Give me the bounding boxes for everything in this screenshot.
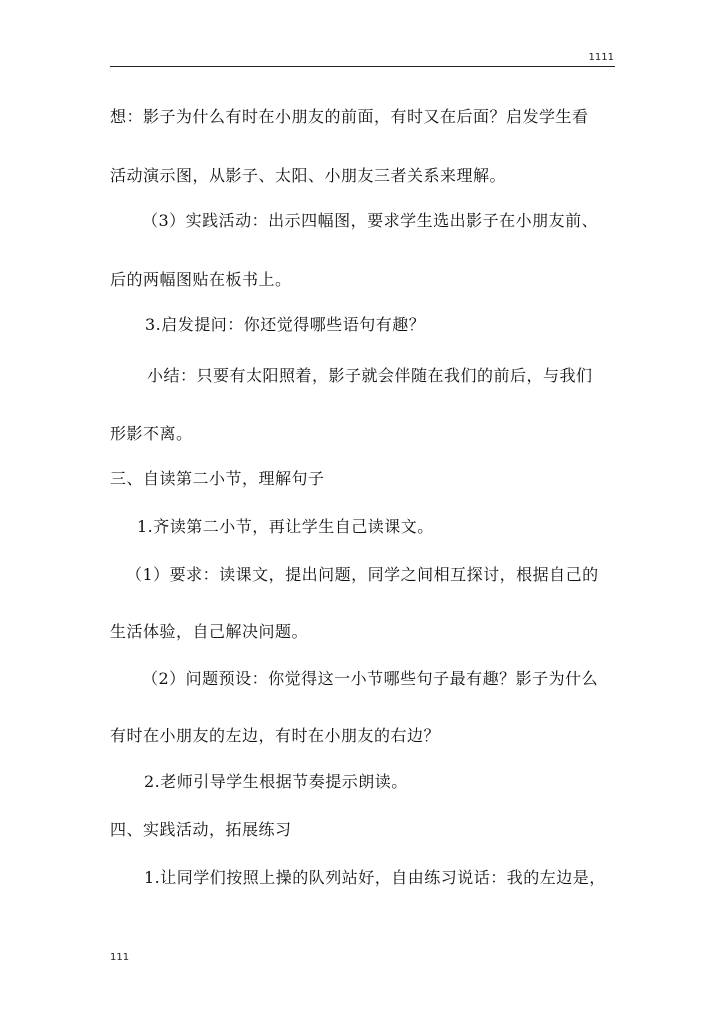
body-line-6: 小结：只要有太阳照着，影子就会伴随在我们的前后，与我们	[147, 366, 593, 385]
header-page-number: 1111	[588, 52, 614, 63]
body-line-2: 活动演示图，从影子、太阳、小朋友三者关系来理解。	[110, 166, 507, 185]
body-line-10: （1）要求：读课文，提出问题，同学之间相互探讨，根据自己的	[126, 565, 599, 584]
body-line-16: 1.让同学们按照上操的队列站好，自由练习说话：我的左边是，	[144, 868, 606, 887]
body-line-4: 后的两幅图贴在板书上。	[110, 270, 292, 289]
body-line-13: 有时在小朋友的左边，有时在小朋友的右边？	[110, 726, 441, 745]
body-line-3: （3）实践活动：出示四幅图，要求学生选出影子在小朋友前、	[142, 211, 599, 230]
body-line-9: 1.齐读第二小节，再让学生自己读课文。	[137, 517, 434, 536]
section-heading-3: 三、自读第二小节，理解句子	[110, 469, 325, 488]
body-line-1: 想：影子为什么有时在小朋友的前面，有时又在后面？启发学生看	[110, 107, 589, 126]
section-heading-4: 四、实践活动，拓展练习	[110, 820, 292, 839]
body-line-11: 生活体验，自己解决问题。	[110, 622, 309, 641]
body-line-12: （2）问题预设：你觉得这一小节哪些句子最有趣？影子为什么	[142, 669, 599, 688]
footer-page-number: 111	[110, 952, 130, 963]
header-rule	[110, 66, 615, 67]
body-line-5: 3.启发提问：你还觉得哪些语句有趣？	[145, 315, 426, 334]
body-line-7: 形影不离。	[110, 424, 193, 443]
body-line-14: 2.老师引导学生根据节奏提示朗读。	[144, 772, 408, 791]
